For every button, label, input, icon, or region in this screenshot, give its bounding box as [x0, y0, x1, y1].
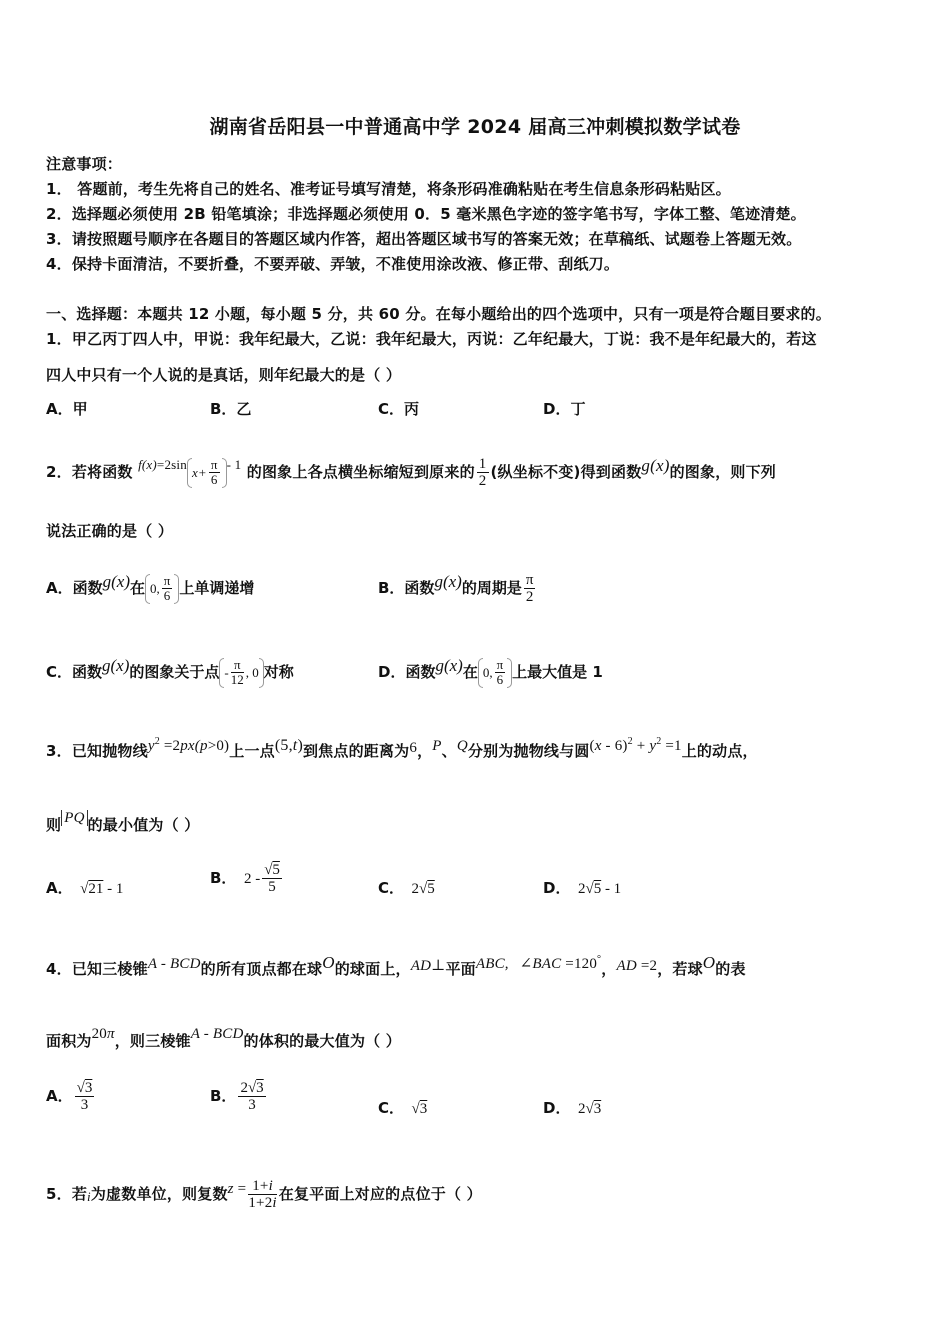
q4-option-d: D． 2√3 [543, 1099, 602, 1117]
fraction-half: $\frac{1}{2}$ [478, 455, 487, 489]
notice-item: 1． 答题前，考生先将自己的姓名、准考证号填写清楚，将条形码准确粘贴在考生信息条形码粘贴区。 [46, 180, 731, 198]
q3-line1: 3．已知抛物线$y^2 =2px(p>0)$上一点(5,t)到焦点的距离为6，P、Q分别为抛物线与圆$(x - 6)^2 + y^2 =1$上的动点， [46, 736, 758, 760]
q3-option-b: B． 2 - $\frac{√5}{5}$ [210, 861, 280, 895]
q1-line2: 四人中只有一个人说的是真话，则年纪最大的是（ ） [46, 366, 402, 384]
q3-option-a: A． √21 - 1 [46, 879, 124, 897]
section-heading: 一、选择题：本题共 12 小题，每小题 5 分，共 60 分。在每小题给出的四个选项中，只有一项是符合题目要求的。 [46, 305, 831, 323]
q2-option-c: C．函数g(x)的图象关于点 - $\frac{\pi}{12}$ , 0 对称 [46, 656, 294, 687]
q3-line2: 则 PQ 的最小值为（ ） [46, 810, 200, 834]
q2-prefix: 2．若将函数 [46, 463, 133, 481]
q2-option-a: A．函数g(x)在 0, $\frac{\pi}{6}$ 上单调递增 [46, 572, 255, 603]
q2-mid1: 的图象上各点横坐标缩短到原来的 [246, 463, 475, 481]
page-title: 湖南省岳阳县一中普通高中学 2024 届高三冲刺模拟数学试卷 [209, 116, 741, 138]
q1-line1: 1．甲乙丙丁四人中，甲说：我年纪最大，乙说：我年纪最大，丙说：乙年纪最大，丁说：我不是年纪最大的，若这 [46, 330, 817, 348]
q5-line1: 5．若i为虚数单位，则复数z = $\frac{1+i}{1+2i}$ 在复平面上对应的点位于（ ） [46, 1177, 482, 1211]
q1-option-c: C．丙 [378, 400, 420, 418]
q3-option-c: C． 2√5 [378, 879, 435, 897]
q2-line1: 2．若将函数 f(x)=2sinx+ $\frac{\pi}{6}$ - 1 的图象上各点横坐标缩短到原来的 $\frac{1}{2}$ (纵坐标不变)得到函数g(x)的图象，则下列 [46, 455, 776, 489]
q2-mid2: (纵坐标不变)得到函数 [490, 463, 642, 481]
q1-option-d: D．丁 [543, 400, 586, 418]
q3-option-d: D． 2√5 - 1 [543, 879, 622, 897]
q1-option-a: A．甲 [46, 400, 88, 418]
notice-item: 3．请按照题号顺序在各题目的答题区域内作答，超出答题区域书写的答案无效；在草稿纸、试题卷上答题无效。 [46, 230, 802, 248]
notice-heading: 注意事项： [46, 155, 123, 173]
notice-item: 4．保持卡面清洁，不要折叠，不要弄破、弄皱，不准使用涂改液、修正带、刮纸刀。 [46, 255, 620, 273]
q2-line2: 说法正确的是（ ） [46, 522, 174, 540]
notice-item: 2．选择题必须使用 2B 铅笔填涂；非选择题必须使用 0．5 毫米黑色字迹的签字笔书写，字体工整、笔迹清楚。 [46, 205, 806, 223]
q2-option-b: B．函数g(x)的周期是 $\frac{\pi}{2}$ [378, 571, 534, 605]
q4-option-b: B． $\frac{2√3}{3}$ [210, 1079, 264, 1113]
fraction: $\frac{\pi}{6}$ [210, 456, 218, 487]
q4-line2: 面积为20π，则三棱锥A - BCD的体积的最大值为（ ） [46, 1026, 401, 1050]
q2-function-f: f(x)=2sin [138, 457, 187, 472]
q2-suffix: 的图象，则下列 [669, 463, 776, 481]
q2-option-d: D．函数g(x)在 0, $\frac{\pi}{6}$ 上最大值是 1 [378, 656, 603, 687]
q4-option-a: A． $\frac{√3}{3}$ [46, 1079, 93, 1113]
q1-option-b: B．乙 [210, 400, 252, 418]
q4-line1: 4．已知三棱锥A - BCD的所有顶点都在球O的球面上，AD⊥平面ABC, ∠BAC =120°，AD =2，若球O的表 [46, 953, 746, 978]
q4-option-c: C． √3 [378, 1099, 428, 1117]
